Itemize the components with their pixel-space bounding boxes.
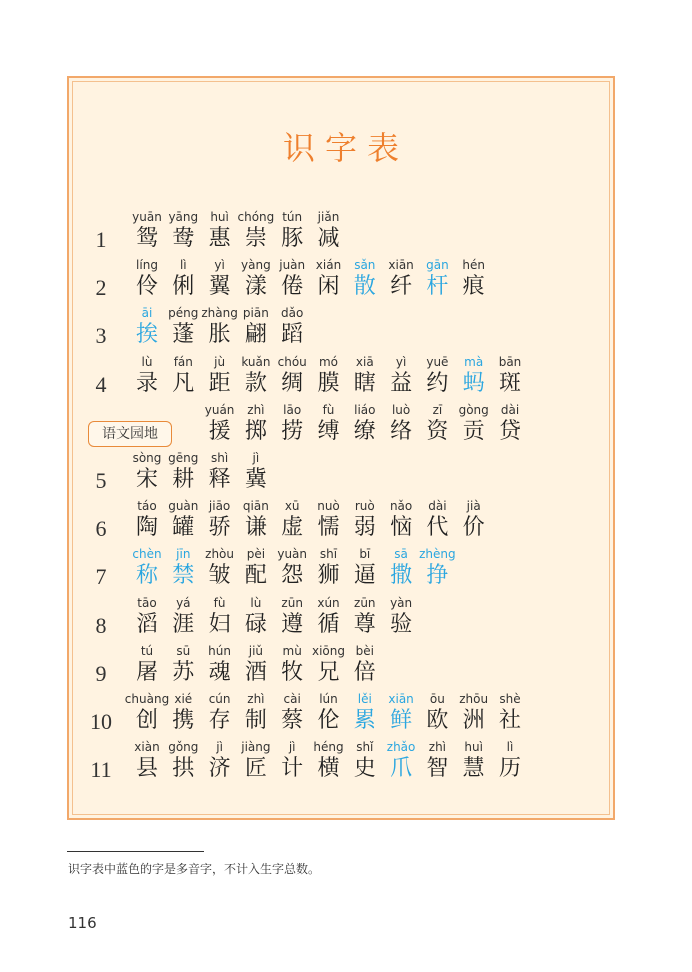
hanzi: 约 [426, 370, 449, 396]
hanzi: 杆 [426, 274, 449, 300]
hanzi: 循 [317, 611, 340, 637]
row-number: 5 [95, 468, 107, 493]
hanzi: 膜 [317, 370, 340, 396]
hanzi: 怨 [281, 563, 304, 589]
pinyin: gòng [458, 402, 489, 417]
row-number: 3 [95, 323, 107, 349]
pinyin: lù [250, 595, 262, 610]
pinyin: jiǎn [317, 210, 340, 224]
hanzi: 狮 [317, 563, 340, 589]
pinyin: juàn [279, 258, 306, 273]
hanzi: 撒 [390, 563, 413, 589]
hanzi: 牧 [281, 659, 304, 685]
hanzi: 碌 [244, 611, 267, 637]
hanzi: 伦 [317, 708, 340, 733]
character-cell [236, 451, 276, 494]
pinyin: yàn [390, 595, 413, 610]
table-row [0, 306, 692, 354]
hanzi: 智 [426, 756, 449, 782]
hanzi: 蓬 [172, 322, 195, 348]
pinyin: xiōng [312, 643, 345, 658]
pinyin: jù [214, 354, 226, 369]
hanzi: 挣 [426, 563, 449, 589]
pinyin: zhì [247, 402, 265, 417]
pinyin: gān [426, 258, 449, 273]
table-row [0, 596, 692, 644]
hanzi: 骄 [208, 515, 231, 541]
hanzi: 酒 [244, 659, 267, 685]
pinyin: mù [282, 643, 302, 658]
pinyin: mà [464, 354, 484, 369]
pinyin: yāng [168, 210, 199, 224]
pinyin: tún [282, 210, 303, 224]
pinyin: zhǎo [386, 740, 416, 755]
hanzi: 翼 [208, 274, 231, 300]
hanzi: 减 [317, 226, 340, 251]
pinyin: zhàng [201, 306, 238, 321]
pinyin: zī [432, 402, 443, 417]
pinyin: fù [213, 595, 226, 610]
pinyin: gēng [168, 451, 199, 465]
pinyin: chóng [237, 210, 275, 224]
pinyin: xiān [388, 258, 414, 273]
hanzi: 制 [244, 708, 267, 733]
hanzi: 倦 [281, 274, 304, 300]
hanzi: 创 [135, 708, 158, 733]
row-number: 11 [90, 757, 112, 783]
table-row [0, 740, 692, 788]
row-number: 6 [95, 516, 107, 542]
hanzi: 凡 [172, 370, 195, 396]
pinyin: ruò [354, 499, 375, 514]
pinyin: xiā [355, 354, 374, 369]
character-cell [490, 692, 530, 735]
footnote-rule [67, 851, 204, 852]
hanzi: 豚 [281, 226, 304, 251]
hanzi: 配 [244, 563, 267, 589]
pinyin: xū [284, 499, 300, 514]
pinyin: luò [391, 402, 411, 417]
character-cell [490, 355, 530, 398]
hanzi: 慧 [462, 756, 485, 782]
pinyin: zhì [428, 740, 447, 755]
pinyin: dǎo [281, 306, 304, 321]
hanzi: 散 [353, 274, 376, 300]
pinyin: chuàng [124, 692, 170, 706]
hanzi: 伶 [135, 274, 158, 300]
table-row [0, 355, 692, 403]
row-number: 9 [95, 660, 107, 686]
hanzi: 倍 [353, 659, 376, 685]
table-row [0, 499, 692, 547]
character-cell [272, 306, 312, 349]
hanzi: 缭 [353, 418, 376, 444]
hanzi: 胀 [208, 322, 231, 348]
pinyin: hén [462, 258, 485, 273]
hanzi: 贡 [462, 418, 485, 444]
pinyin: bèi [355, 643, 374, 658]
pinyin: shī [319, 547, 338, 562]
pinyin: guàn [168, 499, 199, 514]
hanzi: 缚 [317, 418, 340, 444]
hanzi: 价 [462, 515, 485, 541]
pinyin: āi [141, 306, 153, 321]
hanzi: 弱 [353, 515, 376, 541]
pinyin: jiǔ [248, 643, 264, 658]
hanzi: 横 [317, 756, 340, 782]
table-row [0, 451, 692, 499]
row-number: 10 [90, 709, 112, 734]
hanzi: 史 [353, 756, 376, 782]
pinyin: lì [179, 258, 187, 273]
pinyin: shè [499, 692, 521, 706]
hanzi: 历 [498, 756, 521, 782]
pinyin: jià [466, 499, 481, 514]
character-cell [417, 547, 457, 590]
character-cell [309, 210, 349, 253]
hanzi: 洲 [462, 708, 485, 733]
hanzi: 恼 [390, 515, 413, 541]
pinyin: liáo [354, 402, 376, 417]
hanzi: 录 [135, 370, 158, 396]
pinyin: lì [506, 740, 514, 755]
pinyin: jīn [176, 547, 191, 562]
character-cell [454, 499, 494, 542]
pinyin: jì [252, 451, 260, 465]
hanzi: 蚂 [462, 370, 485, 396]
hanzi: 释 [208, 467, 231, 492]
pinyin: qiān [242, 499, 269, 514]
pinyin: kuǎn [241, 354, 271, 369]
hanzi: 遵 [281, 611, 304, 637]
pinyin: yì [214, 258, 225, 273]
hanzi: 涯 [172, 611, 195, 637]
hanzi: 计 [281, 756, 304, 782]
hanzi: 虚 [281, 515, 304, 541]
character-cell [381, 596, 421, 639]
table-row [0, 210, 692, 258]
hanzi: 崇 [244, 226, 267, 251]
hanzi: 逼 [353, 563, 376, 589]
row-number: 4 [95, 371, 107, 397]
hanzi: 携 [172, 708, 195, 733]
pinyin: zūn [281, 595, 303, 610]
hanzi: 滔 [135, 611, 158, 637]
hanzi: 尊 [353, 611, 376, 637]
pinyin: zhì [247, 692, 265, 706]
table-row [0, 258, 692, 306]
pinyin: tāo [137, 595, 157, 610]
hanzi: 鲜 [390, 708, 413, 733]
hanzi: 欧 [426, 708, 449, 733]
pinyin: shǐ [356, 740, 374, 755]
hanzi: 陶 [135, 515, 158, 541]
pinyin: chèn [132, 547, 162, 562]
hanzi: 称 [135, 563, 158, 589]
pinyin: yuán [204, 402, 235, 417]
hanzi: 益 [390, 370, 413, 396]
pinyin: zhèng [419, 547, 456, 562]
pinyin: lún [319, 692, 338, 706]
hanzi: 冀 [244, 467, 267, 492]
hanzi: 掷 [244, 418, 267, 444]
hanzi: 纤 [390, 274, 413, 300]
hanzi: 社 [498, 708, 521, 733]
table-row [0, 644, 692, 692]
pinyin: yì [395, 354, 407, 369]
pinyin: xié [174, 692, 193, 706]
hanzi: 痕 [462, 274, 485, 300]
hanzi: 捞 [281, 418, 304, 444]
character-cell [454, 258, 494, 301]
character-cell [490, 403, 530, 446]
pinyin: yàng [241, 258, 271, 273]
pinyin: zhōu [459, 692, 489, 706]
hanzi: 斑 [498, 370, 521, 396]
hanzi: 罐 [172, 515, 195, 541]
pinyin: táo [137, 499, 157, 514]
hanzi: 瞎 [353, 370, 376, 396]
hanzi: 络 [390, 418, 413, 444]
hanzi: 鸳 [135, 226, 158, 251]
hanzi: 禁 [172, 563, 195, 589]
pinyin: lù [141, 354, 153, 369]
hanzi: 资 [426, 418, 449, 444]
hanzi: 鸯 [172, 226, 195, 251]
pinyin: huì [210, 210, 229, 224]
character-cell [345, 644, 385, 687]
pinyin: fù [322, 402, 335, 417]
pinyin: pèi [246, 547, 266, 562]
pinyin: cún [208, 692, 231, 706]
hanzi: 济 [208, 756, 231, 782]
row-number: 8 [95, 612, 107, 638]
hanzi: 贷 [498, 418, 521, 444]
hanzi: 翩 [244, 322, 267, 348]
pinyin: zhòu [205, 547, 235, 562]
pinyin: héng [313, 740, 344, 755]
pinyin: xián [315, 258, 342, 273]
pinyin: jì [216, 740, 223, 755]
hanzi: 代 [426, 515, 449, 541]
hanzi: 谦 [244, 515, 267, 541]
pinyin: chóu [277, 354, 307, 369]
row-number: 1 [95, 227, 107, 252]
hanzi: 苏 [172, 659, 195, 685]
hanzi: 闲 [317, 274, 340, 300]
hanzi: 蹈 [281, 322, 304, 348]
pinyin: cài [283, 692, 301, 706]
pinyin: jiàng [241, 740, 271, 755]
hanzi: 惠 [208, 226, 231, 251]
hanzi: 绸 [281, 370, 304, 396]
pinyin: bān [498, 354, 522, 369]
hanzi: 款 [244, 370, 267, 396]
hanzi: 存 [208, 708, 231, 733]
pinyin: zūn [354, 595, 376, 610]
pinyin: ōu [429, 692, 445, 706]
hanzi: 俐 [172, 274, 195, 300]
hanzi: 距 [208, 370, 231, 396]
pinyin: lāo [283, 402, 302, 417]
pinyin: mó [318, 354, 339, 369]
pinyin: líng [136, 258, 158, 273]
hanzi: 耕 [172, 467, 195, 492]
hanzi: 验 [390, 611, 413, 637]
pinyin: jiāo [208, 499, 231, 514]
hanzi: 宋 [135, 467, 158, 492]
hanzi: 妇 [208, 611, 231, 637]
section-tag-yuwen-yuandi: 语文园地 [88, 421, 172, 447]
pinyin: nǎo [389, 499, 413, 514]
pinyin: xiān [388, 692, 414, 706]
table-row [0, 692, 692, 740]
hanzi: 县 [135, 756, 158, 782]
pinyin: xiàn [134, 740, 160, 755]
row-number: 7 [95, 564, 107, 590]
pinyin: lěi [357, 692, 372, 706]
pinyin: jì [288, 740, 296, 755]
hanzi: 爪 [390, 756, 413, 782]
pinyin: fán [173, 354, 193, 369]
page-title: 识字表 [282, 129, 409, 167]
pinyin: sā [394, 547, 408, 562]
pinyin: nuò [317, 499, 340, 514]
hanzi: 皱 [208, 563, 231, 589]
hanzi: 援 [208, 418, 231, 444]
pinyin: dài [428, 499, 447, 514]
hanzi: 懦 [317, 515, 340, 541]
hanzi: 屠 [135, 659, 158, 685]
pinyin: shì [210, 451, 229, 465]
pinyin: tú [140, 643, 154, 658]
character-cell [490, 740, 530, 783]
table-row [0, 547, 692, 595]
pinyin: yá [176, 595, 191, 610]
pinyin: huì [464, 740, 483, 755]
pinyin: yuàn [277, 547, 308, 562]
row-number: 2 [95, 275, 107, 301]
hanzi: 匠 [244, 756, 267, 782]
pinyin: sū [176, 643, 191, 658]
pinyin: sǎn [354, 258, 376, 273]
pinyin: dài [500, 402, 520, 417]
pinyin: piān [242, 306, 269, 321]
pinyin: sòng [132, 451, 162, 465]
hanzi: 兄 [317, 659, 340, 685]
hanzi: 蔡 [281, 708, 304, 733]
hanzi: 魂 [208, 659, 231, 685]
pinyin: péng [168, 306, 199, 321]
pinyin: yuān [132, 210, 162, 224]
hanzi: 挨 [135, 322, 158, 348]
footnote: 识字表中蓝色的字是多音字，不计入生字总数。 [68, 862, 321, 876]
pinyin: bī [359, 547, 371, 562]
page-number: 116 [68, 914, 97, 932]
pinyin: xún [317, 595, 340, 610]
hanzi: 拱 [172, 756, 195, 782]
hanzi: 累 [353, 708, 376, 733]
hanzi: 漾 [244, 274, 267, 300]
pinyin: hún [208, 643, 231, 658]
pinyin: yuē [426, 354, 449, 369]
pinyin: gǒng [168, 740, 199, 755]
